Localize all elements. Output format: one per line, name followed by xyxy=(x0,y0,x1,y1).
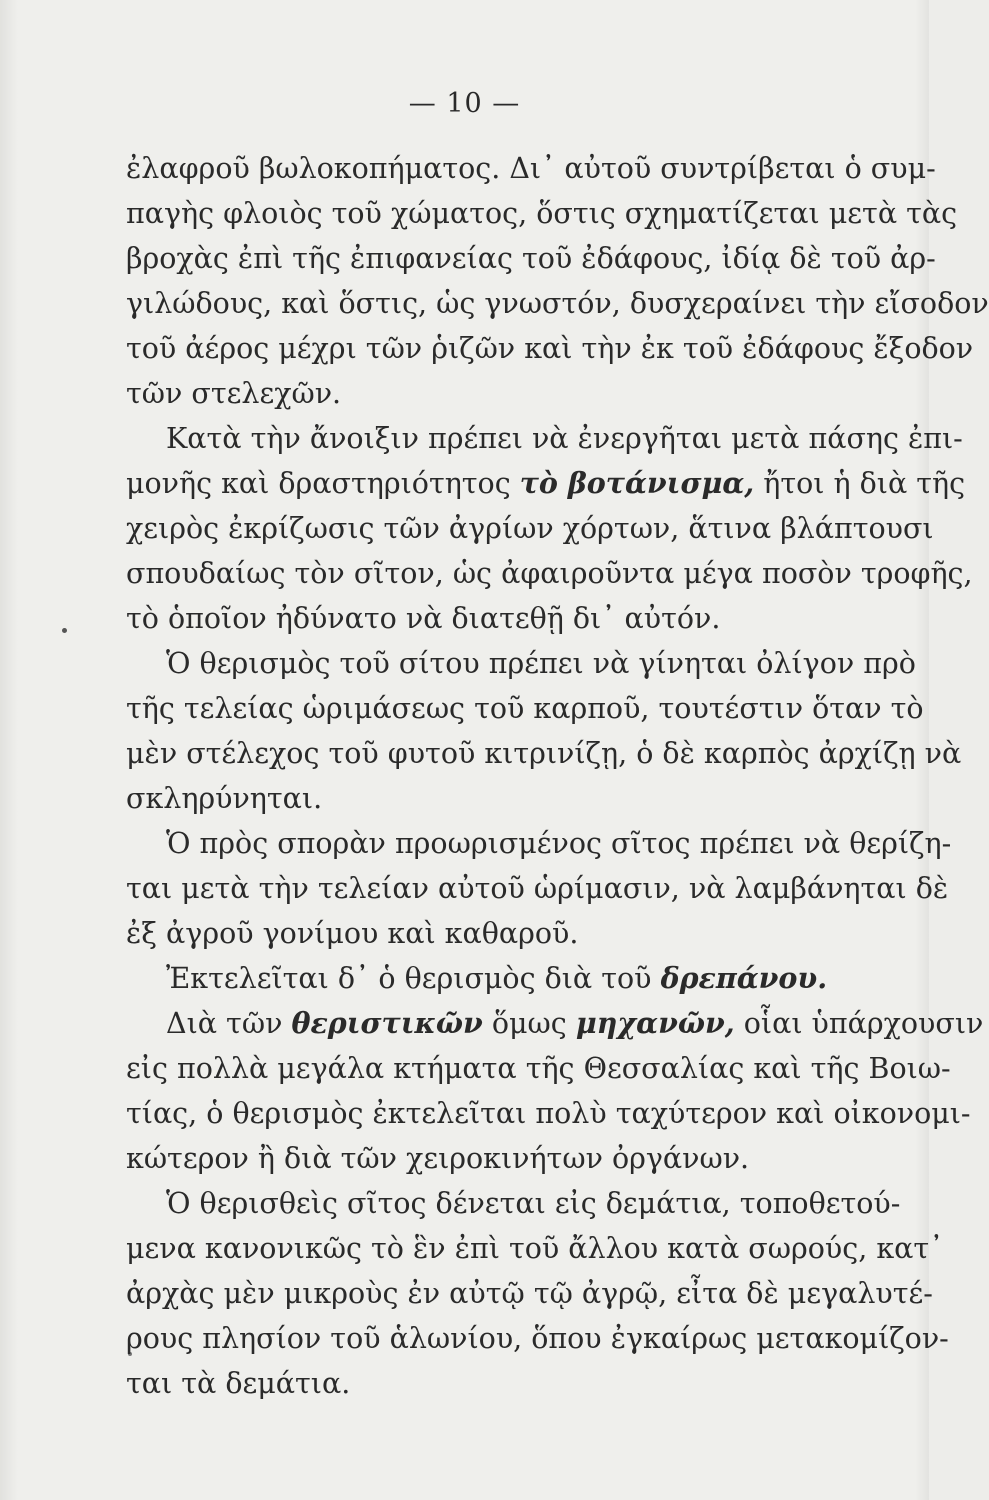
text-line: χειρὸς ἐκρίζωσις τῶν ἀγρίων χόρτων, ἅτινα βλάπτουσι xyxy=(126,512,934,545)
text-line: κώτερον ἢ διὰ τῶν χειροκινήτων ὀργάνων. xyxy=(126,1142,750,1175)
margin-mark xyxy=(62,628,67,633)
text-line: τὸ ὁποῖον ἠδύνατο νὰ διατεθῇ δι᾽ αὐτόν. xyxy=(126,602,721,635)
text-line: ρους πλησίον τοῦ ἁλωνίου, ὅπου ἐγκαίρως μετακομίζον- xyxy=(126,1322,949,1355)
text-line: μενα κανονικῶς τὸ ἓν ἐπὶ τοῦ ἄλλου κατὰ σωρούς, κατ᾽ xyxy=(126,1232,944,1265)
emphasized-term: θεριστικῶν xyxy=(291,1006,483,1040)
body-text xyxy=(126,146,989,1406)
text-segment: μονῆς καὶ δραστηριότητος xyxy=(126,467,520,500)
text-line: ται τὰ δεμάτια. xyxy=(126,1367,351,1400)
paragraph-first-line: Ὁ θερισμὸς τοῦ σίτου πρέπει νὰ γίνηται ὀλίγον πρὸ xyxy=(166,647,916,680)
text-segment: Διὰ τῶν xyxy=(166,1007,292,1040)
text-line: βροχὰς ἐπὶ τῆς ἐπιφανείας τοῦ ἐδάφους, ἰδίᾳ δὲ τοῦ ἀρ- xyxy=(126,242,936,275)
text-line: σκληρύνηται. xyxy=(126,782,323,815)
page-number: — 10 — xyxy=(408,88,521,119)
paragraph-first-line: Ὁ πρὸς σπορὰν προωρισμένος σῖτος πρέπει νὰ θερίζη- xyxy=(166,827,952,860)
text-line xyxy=(126,461,966,506)
text-segment: ἤτοι ἡ διὰ τῆς xyxy=(754,467,966,500)
text-line: ἀρχὰς μὲν μικροὺς ἐν αὐτῷ τῷ ἀγρῷ, εἶτα δὲ μεγαλυτέ- xyxy=(126,1277,933,1310)
emphasized-term: δρεπάνου. xyxy=(660,961,828,995)
text-segment: οἷαι ὑπάρχουσιν xyxy=(734,1007,984,1040)
paragraph-first-line: Κατὰ τὴν ἄνοιξιν πρέπει νὰ ἐνεργῆται μετὰ πάσης ἐπι- xyxy=(166,422,963,455)
text-line: παγὴς φλοιὸς τοῦ χώματος, ὅστις σχηματίζεται μετὰ τὰς xyxy=(126,197,958,230)
text-line: ἐξ ἀγροῦ γονίμου καὶ καθαροῦ. xyxy=(126,917,579,950)
text-line: τῶν στελεχῶν. xyxy=(126,377,342,410)
paragraph-first-line xyxy=(126,1001,984,1046)
text-line: τῆς τελείας ὡριμάσεως τοῦ καρποῦ, τουτέστιν ὅταν τὸ xyxy=(126,692,924,725)
paragraph-first-line xyxy=(126,956,884,1001)
text-line: ται μετὰ τὴν τελείαν αὐτοῦ ὡρίμασιν, νὰ λαμβάνηται δὲ xyxy=(126,872,949,905)
text-line: σπουδαίως τὸν σῖτον, ὡς ἀφαιροῦντα μέγα ποσὸν τροφῆς, xyxy=(126,557,973,590)
text-line: τίας, ὁ θερισμὸς ἐκτελεῖται πολὺ ταχύτερον καὶ οἰκονομι- xyxy=(126,1097,971,1130)
text-line: εἰς πολλὰ μεγάλα κτήματα τῆς Θεσσαλίας καὶ τῆς Βοιω- xyxy=(126,1052,951,1085)
text-line: γιλώδους, καὶ ὅστις, ὡς γνωστόν, δυσχεραίνει τὴν εἴσοδον xyxy=(126,287,989,320)
paragraph-first-line: Ὁ θερισθεὶς σῖτος δένεται εἰς δεμάτια, τοποθετού- xyxy=(166,1187,901,1220)
text-line: τοῦ ἀέρος μέχρι τῶν ῥιζῶν καὶ τὴν ἐκ τοῦ ἐδάφους ἔξοδον xyxy=(126,332,974,365)
text-segment: ὅμως xyxy=(482,1007,576,1040)
text-line: ἐλαφροῦ βωλοκοπήματος. Δι᾽ αὐτοῦ συντρίβεται ὁ συμ- xyxy=(126,152,936,185)
text-segment: Ἐκτελεῖται δ᾽ ὁ θερισμὸς διὰ τοῦ xyxy=(166,962,661,995)
text-line: μὲν στέλεχος τοῦ φυτοῦ κιτρινίζῃ, ὁ δὲ καρπὸς ἀρχίζῃ νὰ xyxy=(126,737,962,770)
emphasized-term: τὸ βοτάνισμα, xyxy=(519,466,755,500)
emphasized-term: μηχανῶν, xyxy=(575,1006,735,1040)
